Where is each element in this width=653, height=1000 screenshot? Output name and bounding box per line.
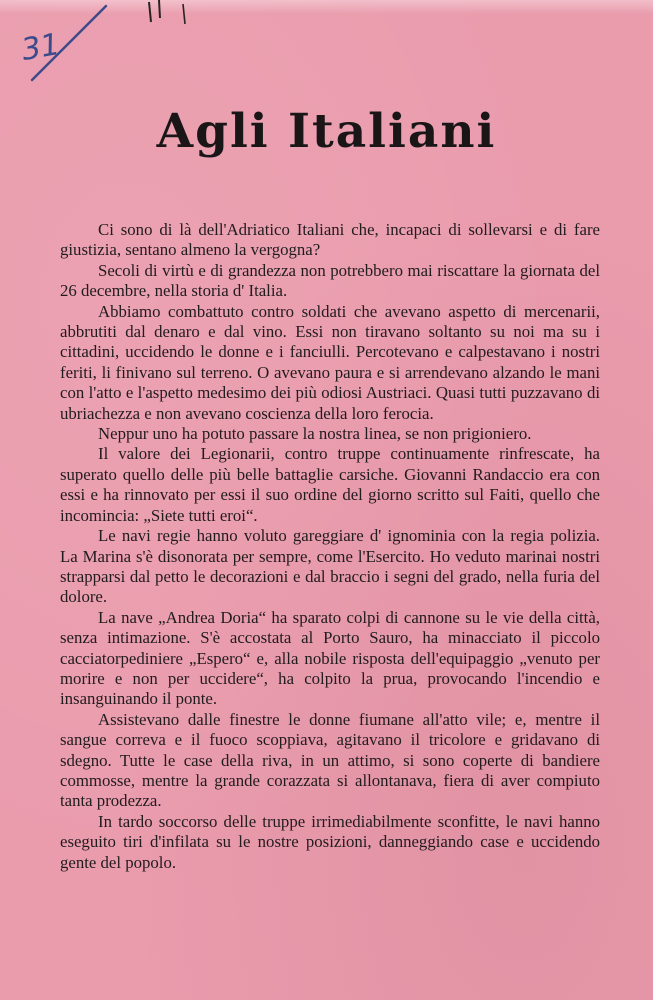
paragraph: Abbiamo combattuto contro soldati che avevano aspetto di mercenarii, abbrutiti dal denaro e dal vino. Essi non tiravano soltanto su noi ma su i cittadini, uccidendo le donne e i fanciulli. Percotevano e calpestavano i nostri feriti, li finivano sul terreno. O avevano paura e si arrendevano alzando le mani con l'atto e l'aspetto medesimo dei più odiosi Austriaci. Quasi tutti puzzavano di ubriachezza e non avevano coscienza della loro ferocia. [60,301,600,423]
paragraph: Le navi regie hanno voluto gareggiare d' ignominia con la regia polizia. La Marina s'è disonorata per sempre, come l'Esercito. Ho veduto marinai nostri strapparsi dal petto le decorazioni e dal braccio i segni del grado, nella furia del dolore. [60,526,600,607]
top-edge-marks [145,0,205,30]
paragraph: Il valore dei Legionarii, contro truppe continuamente rinfrescate, ha superato quello delle più belle battaglie carsiche. Giovanni Randaccio era con essi e ha rinnovato per essi il suo ordine del giorno scritto sul Faiti, quello che incomincia: „Siete tutti eroi“. [60,444,600,525]
paragraph: Assistevano dalle finestre le donne fiumane all'atto vile; e, mentre il sangue correva e il fuoco scoppiava, agitavano il tricolore e gridavano di sdegno. Tutte le case della riva, in un attimo, si sono coperte di bandiere commosse, mentre la grande corazzata si allontanava, fiera di aver compiuto tanta prodezza. [60,709,600,811]
leaflet-title: Agli Italiani [156,104,497,159]
handwritten-number-mark [10,0,120,95]
paragraph: Secoli di virtù e di grandezza non potrebbero mai riscattare la giornata del 26 decembre, nella storia d' Italia. [60,260,600,301]
paragraph: In tardo soccorso delle truppe irrimediabilmente sconfitte, le navi hanno eseguito tiri d'infilata su le nostre posizioni, danneggiando case e uccidendo gente del popolo. [60,811,600,872]
paragraph: La nave „Andrea Doria“ ha sparato colpi di cannone su le vie della città, senza intimazione. S'è accostata al Porto Sauro, ha minacciato il piccolo cacciatorpediniere „Espero“ e, alla nobile risposta dell'equipaggio „venuto per morire e non per uccidere“, ha colpito la prua, provocando l'incendio e insanguinando il ponte. [60,607,600,709]
paragraph: Ci sono di là dell'Adriatico Italiani che, incapaci di sollevarsi e di fare giustizia, sentano almeno la vergogna? [60,220,600,260]
leaflet-body [60,220,600,873]
paragraph: Neppur uno ha potuto passare la nostra linea, se non prigioniero. [98,424,532,444]
handwritten-number: 31 [18,26,63,69]
